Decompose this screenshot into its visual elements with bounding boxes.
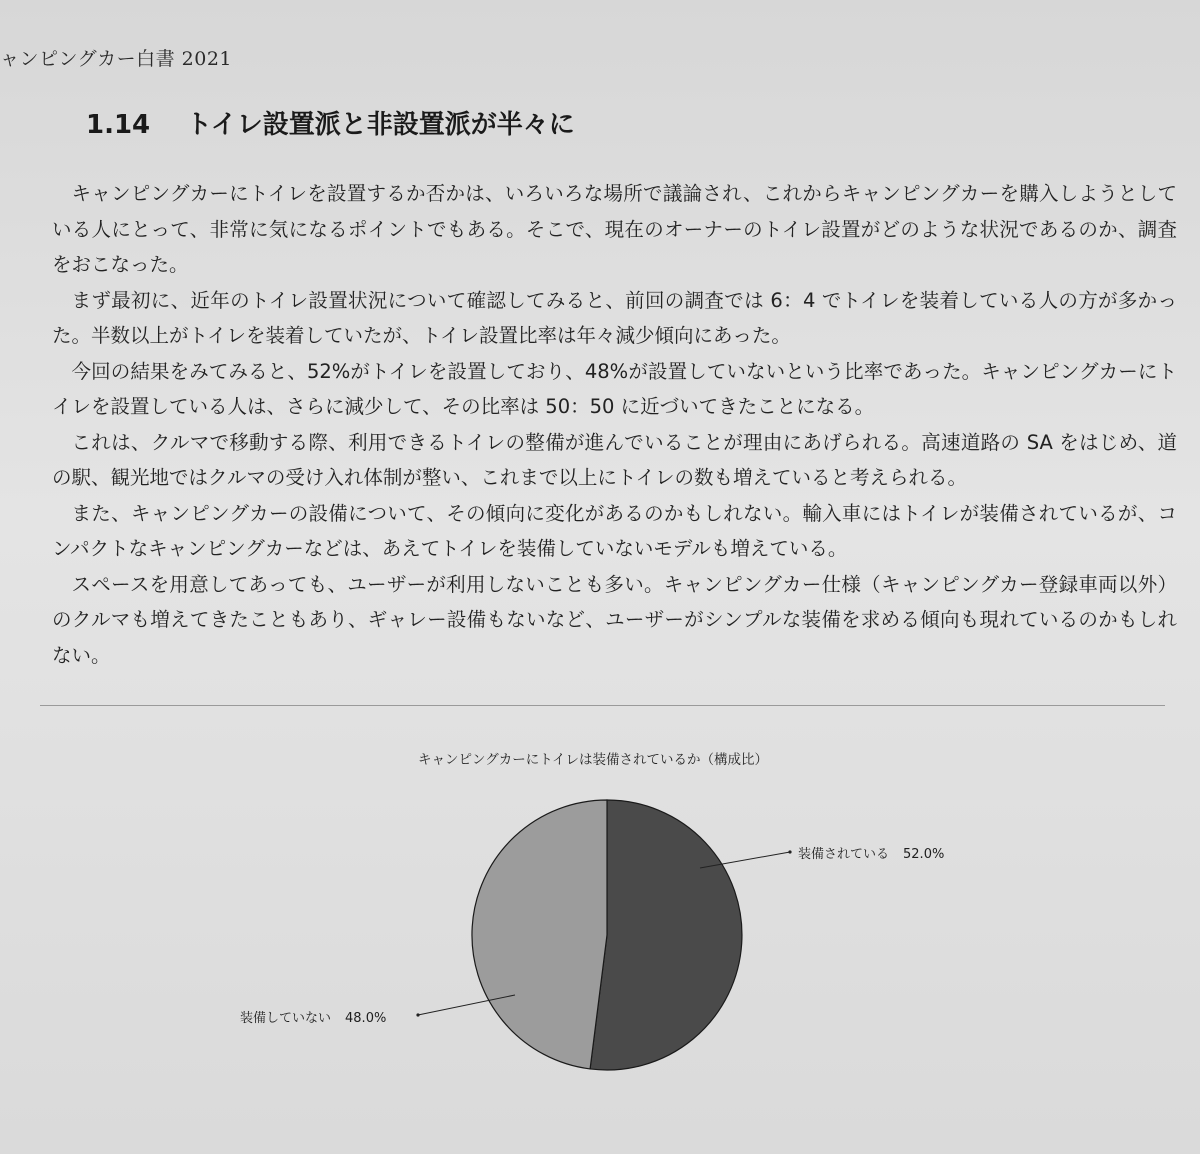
paragraph: スペースを用意してあっても、ユーザーが利用しないことも多い。キャンピングカー仕様（キャンピングカー登録車両以外）のクルマも増えてきたこともあり、ギャレー設備もないなど、ユーザーがシンプルな装備を求める傾向も現れているのかもしれない。	[52, 572, 1177, 667]
leader-dot	[416, 1013, 419, 1016]
slice-label	[240, 1010, 386, 1026]
paragraph: これは、クルマで移動する際、利用できるトイレの整備が進んでいることが理由にあげられる。高速道路の SA をはじめ、道の駅、観光地ではクルマの受け入れ体制が整い、これまで以上にトイレの数も増えていると考えられる。	[52, 430, 1177, 489]
paragraph: キャンピングカーにトイレを設置するか否かは、いろいろな場所で議論され、これからキャンピングカーを購入しようとしている人にとって、非常に気になるポイントでもある。そこで、現在のオーナーのトイレ設置がどのような状況であるのか、調査をおこなった。	[52, 182, 1177, 276]
running-head: ャンピングカー白書 2021	[0, 48, 233, 70]
slice-label-name: 装備していない	[240, 1011, 332, 1026]
chart-title: キャンピングカーにトイレは装備されているか（構成比）	[418, 752, 769, 768]
paragraph: 今回の結果をみてみると、52%がトイレを設置しており、48%が設置していないという比率であった。キャンピングカーにトイレを設置している人は、さらに減少して、その比率は 50：50 に近づいてきたことになる。	[52, 359, 1177, 418]
pie-slices	[472, 800, 742, 1070]
slice-label	[798, 846, 944, 862]
paragraph: まず最初に、近年のトイレ設置状況について確認してみると、前回の調査では 6：4 でトイレを装着している人の方が多かった。半数以上がトイレを装着していたが、トイレ設置比率は年々減少傾向にあった。	[52, 288, 1177, 347]
paragraph: また、キャンピングカーの設備について、その傾向に変化があるのかもしれない。輸入車にはトイレが装備されているが、コンパクトなキャンピングカーなどは、あえてトイレを装備していないモデルも増えている。	[52, 501, 1177, 560]
pie-slice	[590, 800, 742, 1070]
leader-dot	[788, 850, 791, 853]
pie-slice	[472, 800, 607, 1069]
slice-label-name: 装備されている	[798, 847, 890, 862]
slice-label-value: 52.0%	[903, 847, 945, 862]
section-number: 1.14	[86, 110, 151, 140]
slice-label-value: 48.0%	[345, 1011, 387, 1026]
section-title: トイレ設置派と非設置派が半々に	[186, 110, 575, 140]
